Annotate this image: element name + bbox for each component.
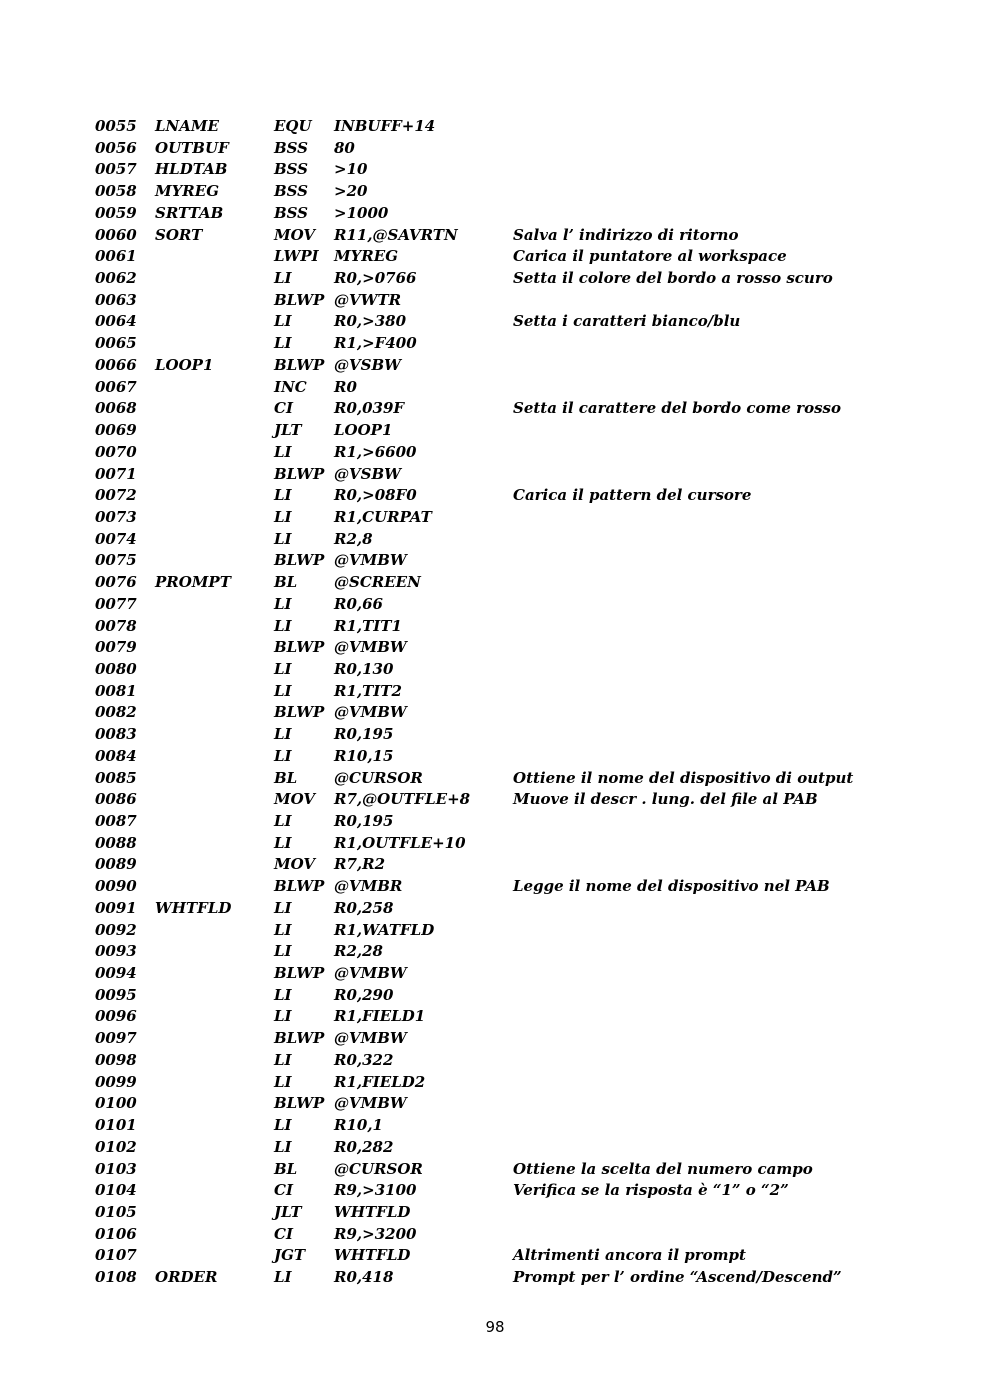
line-number: 0084 [95, 746, 137, 765]
line-opcode: LI [274, 442, 292, 461]
line-label: OUTBUF [155, 138, 229, 157]
line-opcode: LI [274, 920, 292, 939]
line-number: 0067 [95, 377, 137, 396]
line-operand: R9,>3100 [334, 1181, 417, 1200]
line-number: 0103 [95, 1159, 137, 1178]
line-operand: R0,>08F0 [334, 486, 417, 505]
listing-row [95, 724, 955, 746]
listing-row [95, 181, 955, 203]
line-number: 0105 [95, 1202, 137, 1221]
line-opcode: LI [274, 1268, 292, 1287]
line-comment: Ottiene il nome del dispositivo di output [513, 768, 854, 787]
line-operand: @CURSOR [334, 768, 423, 787]
line-operand: R2,8 [334, 529, 373, 548]
line-opcode: BSS [274, 203, 309, 222]
line-number: 0094 [95, 964, 137, 983]
line-comment: Carica il puntatore al workspace [513, 247, 787, 266]
listing-row [95, 246, 955, 268]
line-number: 0062 [95, 269, 137, 288]
listing-row [95, 442, 955, 464]
line-opcode: LI [274, 898, 292, 917]
line-number: 0079 [95, 638, 137, 657]
listing-row [95, 985, 955, 1007]
line-number: 0068 [95, 399, 137, 418]
line-label: WHTFLD [155, 898, 232, 917]
line-opcode: MOV [274, 855, 316, 874]
line-operand: >1000 [334, 203, 389, 222]
listing-row [95, 268, 955, 290]
line-comment: Setta il carattere del bordo come rosso [513, 399, 841, 418]
line-operand: R0,039F [334, 399, 405, 418]
line-operand: @CURSOR [334, 1159, 423, 1178]
line-number: 0059 [95, 203, 137, 222]
line-operand: R7,@OUTFLE+8 [334, 790, 471, 809]
listing-row [95, 854, 955, 876]
listing-row [95, 398, 955, 420]
line-opcode: BSS [274, 138, 309, 157]
listing-row [95, 920, 955, 942]
listing-row [95, 355, 955, 377]
listing-row [95, 616, 955, 638]
line-number: 0069 [95, 421, 137, 440]
line-operand: R2,28 [334, 942, 383, 961]
line-opcode: BLWP [274, 464, 325, 483]
line-number: 0098 [95, 1050, 137, 1069]
listing-row [95, 1137, 955, 1159]
line-opcode: CI [274, 399, 293, 418]
line-operand: R1,FIELD2 [334, 1072, 426, 1091]
line-number: 0096 [95, 1007, 137, 1026]
line-opcode: BSS [274, 182, 309, 201]
line-operand: R0 [334, 377, 357, 396]
listing-row [95, 159, 955, 181]
line-comment: Muove il descr . lung. del file al PAB [513, 790, 818, 809]
line-opcode: CI [274, 1181, 293, 1200]
line-opcode: JLT [274, 1202, 302, 1221]
line-operand: R1,WATFLD [334, 920, 435, 939]
line-label: SORT [155, 225, 203, 244]
line-operand: @VMBW [334, 551, 407, 570]
listing-row [95, 1267, 955, 1289]
line-opcode: BL [274, 573, 298, 592]
listing-row [95, 138, 955, 160]
listing-row [95, 1050, 955, 1072]
listing-row [95, 833, 955, 855]
listing-row [95, 789, 955, 811]
assembly-listing [95, 116, 955, 1289]
line-operand: R10,1 [334, 1116, 383, 1135]
line-number: 0071 [95, 464, 137, 483]
line-operand: INBUFF+14 [334, 117, 436, 135]
line-number: 0074 [95, 529, 137, 548]
line-operand: R1,CURPAT [334, 507, 432, 526]
line-operand: @VMBW [334, 703, 407, 722]
listing-row [95, 1072, 955, 1094]
line-operand: R1,TIT1 [334, 616, 402, 635]
line-opcode: LI [274, 507, 292, 526]
line-comment: Prompt per l’ ordine “Ascend/Descend” [513, 1268, 842, 1287]
line-opcode: BLWP [274, 355, 325, 374]
line-opcode: LI [274, 985, 292, 1004]
line-operand: R1,TIT2 [334, 681, 402, 700]
line-number: 0070 [95, 442, 137, 461]
listing-row [95, 290, 955, 312]
line-opcode: BL [274, 768, 298, 787]
line-operand: R0,195 [334, 812, 394, 830]
line-comment: Verifica se la risposta è “1” o “2” [513, 1181, 789, 1200]
listing-row [95, 203, 955, 225]
line-operand: @VMBW [334, 1094, 407, 1113]
line-operand: R0,195 [334, 725, 394, 744]
line-operand: R0,322 [334, 1050, 394, 1069]
line-number: 0097 [95, 1029, 137, 1048]
line-opcode: BLWP [274, 1094, 325, 1113]
line-label: ORDER [155, 1268, 218, 1287]
line-opcode: LI [274, 833, 292, 852]
line-number: 0088 [95, 833, 137, 852]
line-label: HLDTAB [155, 160, 228, 179]
line-operand: WHTFLD [334, 1246, 411, 1265]
line-operand: @VSBW [334, 464, 401, 483]
line-opcode: LI [274, 594, 292, 613]
line-comment: Setta il colore del bordo a rosso scuro [513, 269, 833, 288]
listing-row [95, 702, 955, 724]
line-operand: LOOP1 [334, 421, 393, 440]
line-opcode: BLWP [274, 290, 325, 309]
line-number: 0058 [95, 182, 137, 201]
line-number: 0063 [95, 290, 137, 309]
line-opcode: BL [274, 1159, 298, 1178]
line-opcode: LI [274, 1072, 292, 1091]
line-number: 0078 [95, 616, 137, 635]
line-operand: 80 [334, 138, 355, 157]
listing-row [95, 311, 955, 333]
line-number: 0102 [95, 1137, 137, 1156]
line-number: 0099 [95, 1072, 137, 1091]
line-label: MYREG [155, 182, 220, 201]
line-number: 0077 [95, 594, 137, 613]
line-operand: R0,66 [334, 594, 383, 613]
line-opcode: LI [274, 942, 292, 961]
line-opcode: BLWP [274, 1029, 325, 1048]
line-label: SRTTAB [155, 203, 224, 222]
line-number: 0101 [95, 1116, 137, 1135]
line-opcode: LI [274, 812, 292, 830]
listing-row [95, 594, 955, 616]
listing-row [95, 941, 955, 963]
line-operand: @VMBW [334, 638, 407, 657]
page-number: 98 [485, 1318, 505, 1336]
line-number: 0056 [95, 138, 137, 157]
listing-row [95, 1093, 955, 1115]
line-operand: R0,290 [334, 985, 394, 1004]
line-opcode: LI [274, 1137, 292, 1156]
line-operand: R7,R2 [334, 855, 386, 874]
line-opcode: LI [274, 269, 292, 288]
line-number: 0108 [95, 1268, 137, 1287]
line-number: 0061 [95, 247, 137, 266]
listing-row [95, 659, 955, 681]
listing-row [95, 1180, 955, 1202]
line-number: 0085 [95, 768, 137, 787]
line-operand: R9,>3200 [334, 1224, 417, 1243]
listing-row [95, 898, 955, 920]
line-operand: @SCREEN [334, 573, 421, 592]
line-operand: R1,>6600 [334, 442, 417, 461]
listing-row [95, 377, 955, 399]
line-opcode: LI [274, 1116, 292, 1135]
line-number: 0075 [95, 551, 137, 570]
listing-row [95, 768, 955, 790]
line-opcode: LI [274, 529, 292, 548]
line-number: 0081 [95, 681, 137, 700]
line-label: LOOP1 [155, 355, 214, 374]
listing-row [95, 1028, 955, 1050]
listing-row [95, 1224, 955, 1246]
line-operand: R10,15 [334, 746, 394, 765]
listing-row [95, 550, 955, 572]
line-operand: R1,>F400 [334, 334, 417, 353]
line-number: 0076 [95, 573, 137, 592]
listing-row [95, 225, 955, 247]
listing-row [95, 116, 955, 138]
line-number: 0060 [95, 225, 137, 244]
listing-row [95, 485, 955, 507]
listing-row [95, 1159, 955, 1181]
listing-row [95, 811, 955, 833]
listing-row [95, 637, 955, 659]
line-operand: R0,282 [334, 1137, 394, 1156]
listing-row [95, 529, 955, 551]
line-opcode: JGT [274, 1246, 306, 1265]
line-operand: @VWTR [334, 290, 402, 309]
line-opcode: LWPI [274, 247, 319, 266]
line-operand: R0,>0766 [334, 269, 417, 288]
line-number: 0065 [95, 334, 137, 353]
line-opcode: JLT [274, 421, 302, 440]
line-label: PROMPT [155, 573, 231, 592]
line-number: 0092 [95, 920, 137, 939]
line-number: 0091 [95, 898, 137, 917]
listing-row [95, 876, 955, 898]
line-operand: WHTFLD [334, 1202, 411, 1221]
line-number: 0072 [95, 486, 137, 505]
line-opcode: CI [274, 1224, 293, 1243]
line-number: 0082 [95, 703, 137, 722]
line-number: 0093 [95, 942, 137, 961]
line-number: 0080 [95, 659, 137, 678]
line-operand: >20 [334, 182, 368, 201]
line-opcode: INC [274, 377, 307, 396]
line-operand: @VMBW [334, 1029, 407, 1048]
line-opcode: BLWP [274, 638, 325, 657]
line-number: 0086 [95, 790, 137, 809]
line-operand: @VSBW [334, 355, 401, 374]
line-opcode: LI [274, 746, 292, 765]
line-number: 0100 [95, 1094, 137, 1113]
line-comment: Salva l’ indirizzo di ritorno [513, 225, 739, 244]
line-operand: @VMBR [334, 877, 403, 896]
line-number: 0083 [95, 725, 137, 744]
line-comment: Setta i caratteri bianco/blu [513, 312, 741, 331]
line-opcode: BLWP [274, 703, 325, 722]
line-opcode: LI [274, 312, 292, 331]
line-opcode: LI [274, 1007, 292, 1026]
line-opcode: BLWP [274, 551, 325, 570]
line-comment: Carica il pattern del cursore [513, 486, 752, 505]
listing-row [95, 464, 955, 486]
line-opcode: BSS [274, 160, 309, 179]
line-operand: R0,258 [334, 898, 394, 917]
line-operand: @VMBW [334, 964, 407, 983]
listing-row [95, 507, 955, 529]
line-number: 0107 [95, 1246, 137, 1265]
line-opcode: LI [274, 725, 292, 744]
line-opcode: EQU [274, 117, 312, 135]
line-number: 0055 [95, 117, 137, 135]
line-operand: R0,>380 [334, 312, 407, 331]
listing-row [95, 420, 955, 442]
line-opcode: MOV [274, 790, 316, 809]
line-opcode: LI [274, 616, 292, 635]
line-number: 0089 [95, 855, 137, 874]
line-number: 0057 [95, 160, 137, 179]
line-number: 0090 [95, 877, 137, 896]
line-opcode: LI [274, 681, 292, 700]
listing-row [95, 746, 955, 768]
listing-row [95, 333, 955, 355]
line-opcode: LI [274, 1050, 292, 1069]
listing-row [95, 681, 955, 703]
listing-row [95, 1202, 955, 1224]
line-opcode: BLWP [274, 877, 325, 896]
line-comment: Ottiene la scelta del numero campo [513, 1159, 813, 1178]
line-number: 0066 [95, 355, 137, 374]
line-operand: R0,130 [334, 659, 394, 678]
line-operand: R1,FIELD1 [334, 1007, 426, 1026]
line-operand: MYREG [334, 247, 399, 266]
line-number: 0073 [95, 507, 137, 526]
line-operand: R1,OUTFLE+10 [334, 833, 466, 852]
listing-row [95, 1006, 955, 1028]
line-opcode: MOV [274, 225, 316, 244]
line-label: LNAME [155, 117, 219, 135]
listing-row [95, 1115, 955, 1137]
line-opcode: LI [274, 334, 292, 353]
line-operand: R0,418 [334, 1268, 394, 1287]
line-number: 0095 [95, 985, 137, 1004]
line-comment: Legge il nome del dispositivo nel PAB [513, 877, 830, 896]
line-opcode: BLWP [274, 964, 325, 983]
listing-row [95, 572, 955, 594]
line-opcode: LI [274, 659, 292, 678]
line-comment: Altrimenti ancora il prompt [513, 1246, 746, 1265]
line-number: 0087 [95, 812, 137, 830]
line-number: 0104 [95, 1181, 137, 1200]
line-opcode: LI [274, 486, 292, 505]
line-operand: R11,@SAVRTN [334, 225, 458, 244]
line-number: 0106 [95, 1224, 137, 1243]
line-operand: >10 [334, 160, 368, 179]
listing-row [95, 1245, 955, 1267]
listing-row [95, 963, 955, 985]
line-number: 0064 [95, 312, 137, 331]
